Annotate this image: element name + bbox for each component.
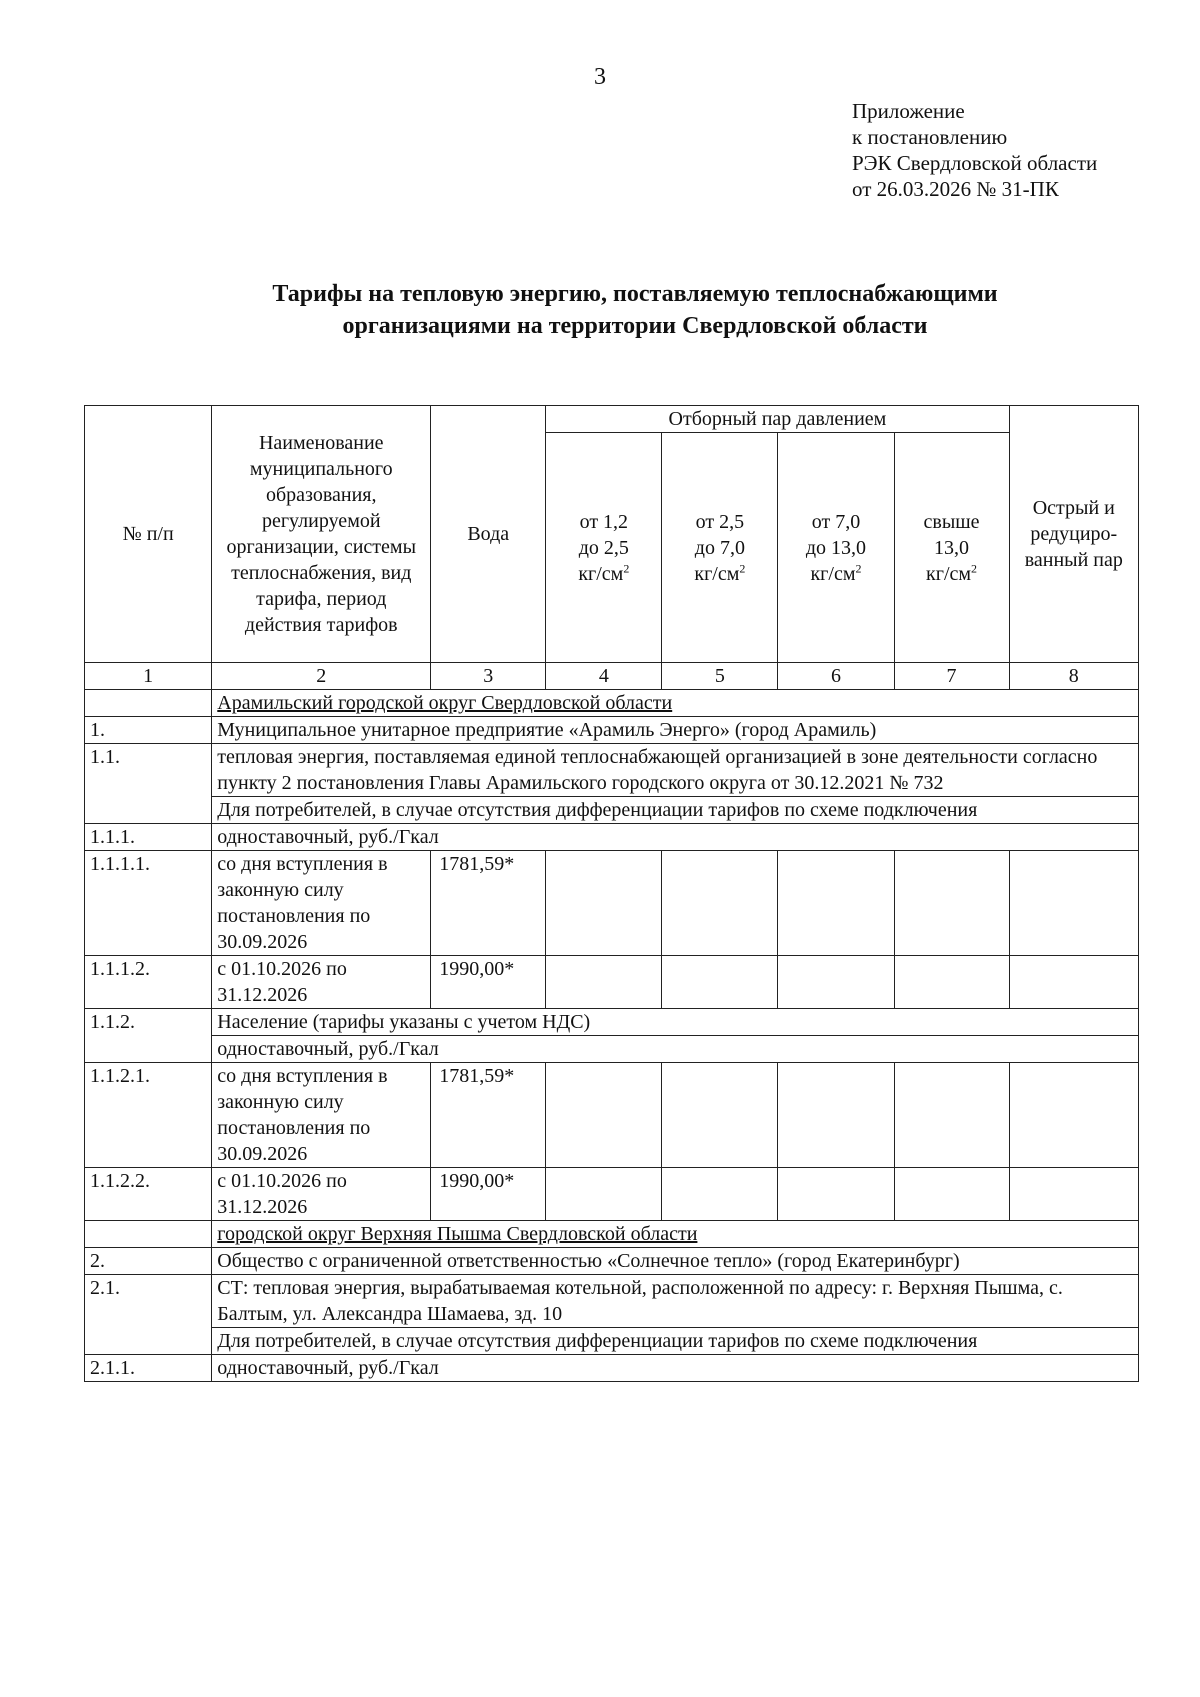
- table-cell: [894, 851, 1009, 956]
- header-name: Наименование муниципального образования, регулируемой организации, системы теплоснабжения, вид тарифа, период действия тарифов: [212, 406, 431, 663]
- row-text: Общество с ограниченной ответственностью «Солнечное тепло» (город Екатеринбург): [212, 1248, 1139, 1275]
- table-cell: [1009, 956, 1138, 1009]
- column-number: 2: [212, 663, 431, 690]
- document-title: [0, 278, 1200, 342]
- row-text: тепловая энергия, поставляемая единой теплоснабжающей организацией в зоне деятельности согласно пункту 2 постановления Главы Арамильского городского округа от 30.12.2021 № 732: [212, 744, 1139, 797]
- appendix-line: РЭК Свердловской области: [852, 151, 1098, 175]
- row-number: 1.1.1.1.: [85, 851, 212, 956]
- header-pressure-2: [662, 433, 778, 663]
- table-row: [85, 1275, 1139, 1328]
- header-unit: $кг/см^2$: [810, 560, 862, 585]
- column-number-row: [85, 663, 1139, 690]
- header-line: 13,0: [934, 536, 970, 559]
- table-cell: [546, 1168, 662, 1221]
- table-cell: [778, 956, 894, 1009]
- table-cell: [894, 1168, 1009, 1221]
- table-row: [85, 1248, 1139, 1275]
- header-line: от 2,5: [695, 510, 745, 533]
- tariff-period: со дня вступления в законную силу постановления по 30.09.2026: [212, 1063, 431, 1168]
- header-unit: $кг/см^2$: [926, 560, 978, 585]
- row-number: 1.1.1.2.: [85, 956, 212, 1009]
- tariff-period: со дня вступления в законную силу постановления по 30.09.2026: [212, 851, 431, 956]
- table-row: [85, 1168, 1139, 1221]
- section-row: [85, 690, 1139, 717]
- header-line: от 1,2: [579, 510, 629, 533]
- header-line: от 7,0: [811, 510, 861, 533]
- row-text: Население (тарифы указаны с учетом НДС): [212, 1009, 1139, 1036]
- row-subtext: Для потребителей, в случае отсутствия дифференциации тарифов по схеме подключения: [212, 1328, 1139, 1355]
- table-row: [85, 824, 1139, 851]
- tariff-period: с 01.10.2026 по 31.12.2026: [212, 1168, 431, 1221]
- row-number: 2.: [85, 1248, 212, 1275]
- table-cell: [778, 851, 894, 956]
- section-title: Арамильский городской округ Свердловской области: [212, 690, 1139, 717]
- table-row: [85, 1063, 1139, 1168]
- row-number: 1.1.: [85, 744, 212, 824]
- tariff-period: с 01.10.2026 по 31.12.2026: [212, 956, 431, 1009]
- table-row: [85, 1328, 1139, 1355]
- column-number: 3: [431, 663, 546, 690]
- table-cell: [894, 1063, 1009, 1168]
- header-steam-group: Отборный пар давлением: [546, 406, 1009, 433]
- table-cell: [1009, 1168, 1138, 1221]
- appendix-date-number: от 26.03.2026 № 31-ПК: [852, 177, 1059, 201]
- section-row: [85, 1221, 1139, 1248]
- table-row: [85, 956, 1139, 1009]
- appendix-line: к постановлению: [852, 125, 1008, 149]
- row-subtext: Для потребителей, в случае отсутствия дифференциации тарифов по схеме подключения: [212, 797, 1139, 824]
- table-row: [85, 1009, 1139, 1036]
- column-number: 5: [662, 663, 778, 690]
- table-cell: [546, 1063, 662, 1168]
- tariff-table: [84, 405, 1139, 1382]
- table-row: [85, 797, 1139, 824]
- row-text: одноставочный, руб./Гкал: [212, 824, 1139, 851]
- column-number: 1: [85, 663, 212, 690]
- table-cell: [662, 956, 778, 1009]
- water-tariff-value: 1990,00*: [431, 956, 546, 1009]
- table-cell: [1009, 851, 1138, 956]
- column-number: 8: [1009, 663, 1138, 690]
- header-line: свыше: [923, 510, 980, 533]
- appendix-block: [852, 98, 1097, 202]
- table-cell: [546, 956, 662, 1009]
- header-line: до 7,0: [694, 536, 745, 559]
- table-cell: [546, 851, 662, 956]
- appendix-line: Приложение: [852, 99, 965, 123]
- section-title: городской округ Верхняя Пышма Свердловской области: [212, 1221, 1139, 1248]
- row-number: 1.: [85, 717, 212, 744]
- header-num: № п/п: [85, 406, 212, 663]
- header-sharp-steam: Острый и редуциро-ванный пар: [1009, 406, 1138, 663]
- water-tariff-value: 1781,59*: [431, 1063, 546, 1168]
- table-cell: [85, 1221, 212, 1248]
- row-number: 1.1.1.: [85, 824, 212, 851]
- water-tariff-value: 1990,00*: [431, 1168, 546, 1221]
- page-number: 3: [594, 64, 606, 90]
- header-line: до 13,0: [805, 536, 867, 559]
- column-number: 4: [546, 663, 662, 690]
- header-water: Вода: [431, 406, 546, 663]
- title-line: Тарифы на тепловую энергию, поставляемую теплоснабжающими: [272, 281, 998, 307]
- water-tariff-value: 1781,59*: [431, 851, 546, 956]
- header-unit: $кг/см^2$: [694, 560, 746, 585]
- header-pressure-4: [894, 433, 1009, 663]
- table-cell: [662, 1168, 778, 1221]
- table-cell: [85, 690, 212, 717]
- column-number: 7: [894, 663, 1009, 690]
- table-row: [85, 717, 1139, 744]
- row-number: 1.1.2.: [85, 1009, 212, 1063]
- row-number: 2.1.: [85, 1275, 212, 1355]
- column-number: 6: [778, 663, 894, 690]
- title-line: организациями на территории Свердловской области: [342, 313, 928, 339]
- row-number: 1.1.2.1.: [85, 1063, 212, 1168]
- row-subtext: одноставочный, руб./Гкал: [212, 1036, 1139, 1063]
- header-line: до 2,5: [578, 536, 629, 559]
- header-pressure-3: [778, 433, 894, 663]
- table-cell: [894, 956, 1009, 1009]
- table-row: [85, 744, 1139, 797]
- table-cell: [662, 851, 778, 956]
- row-number: 2.1.1.: [85, 1355, 212, 1382]
- row-number: 1.1.2.2.: [85, 1168, 212, 1221]
- table-row: [85, 1036, 1139, 1063]
- table-row: [85, 1355, 1139, 1382]
- header-unit: $кг/см^2$: [578, 560, 630, 585]
- table-row: [85, 851, 1139, 956]
- row-text: Муниципальное унитарное предприятие «Арамиль Энерго» (город Арамиль): [212, 717, 1139, 744]
- row-text: одноставочный, руб./Гкал: [212, 1355, 1139, 1382]
- header-pressure-1: [546, 433, 662, 663]
- table-cell: [778, 1063, 894, 1168]
- table-cell: [1009, 1063, 1138, 1168]
- table-cell: [662, 1063, 778, 1168]
- row-text: СТ: тепловая энергия, вырабатываемая котельной, расположенной по адресу: г. Верхняя Пышма, с. Балтым, ул. Александра Шамаева, зд. 10: [212, 1275, 1139, 1328]
- table-cell: [778, 1168, 894, 1221]
